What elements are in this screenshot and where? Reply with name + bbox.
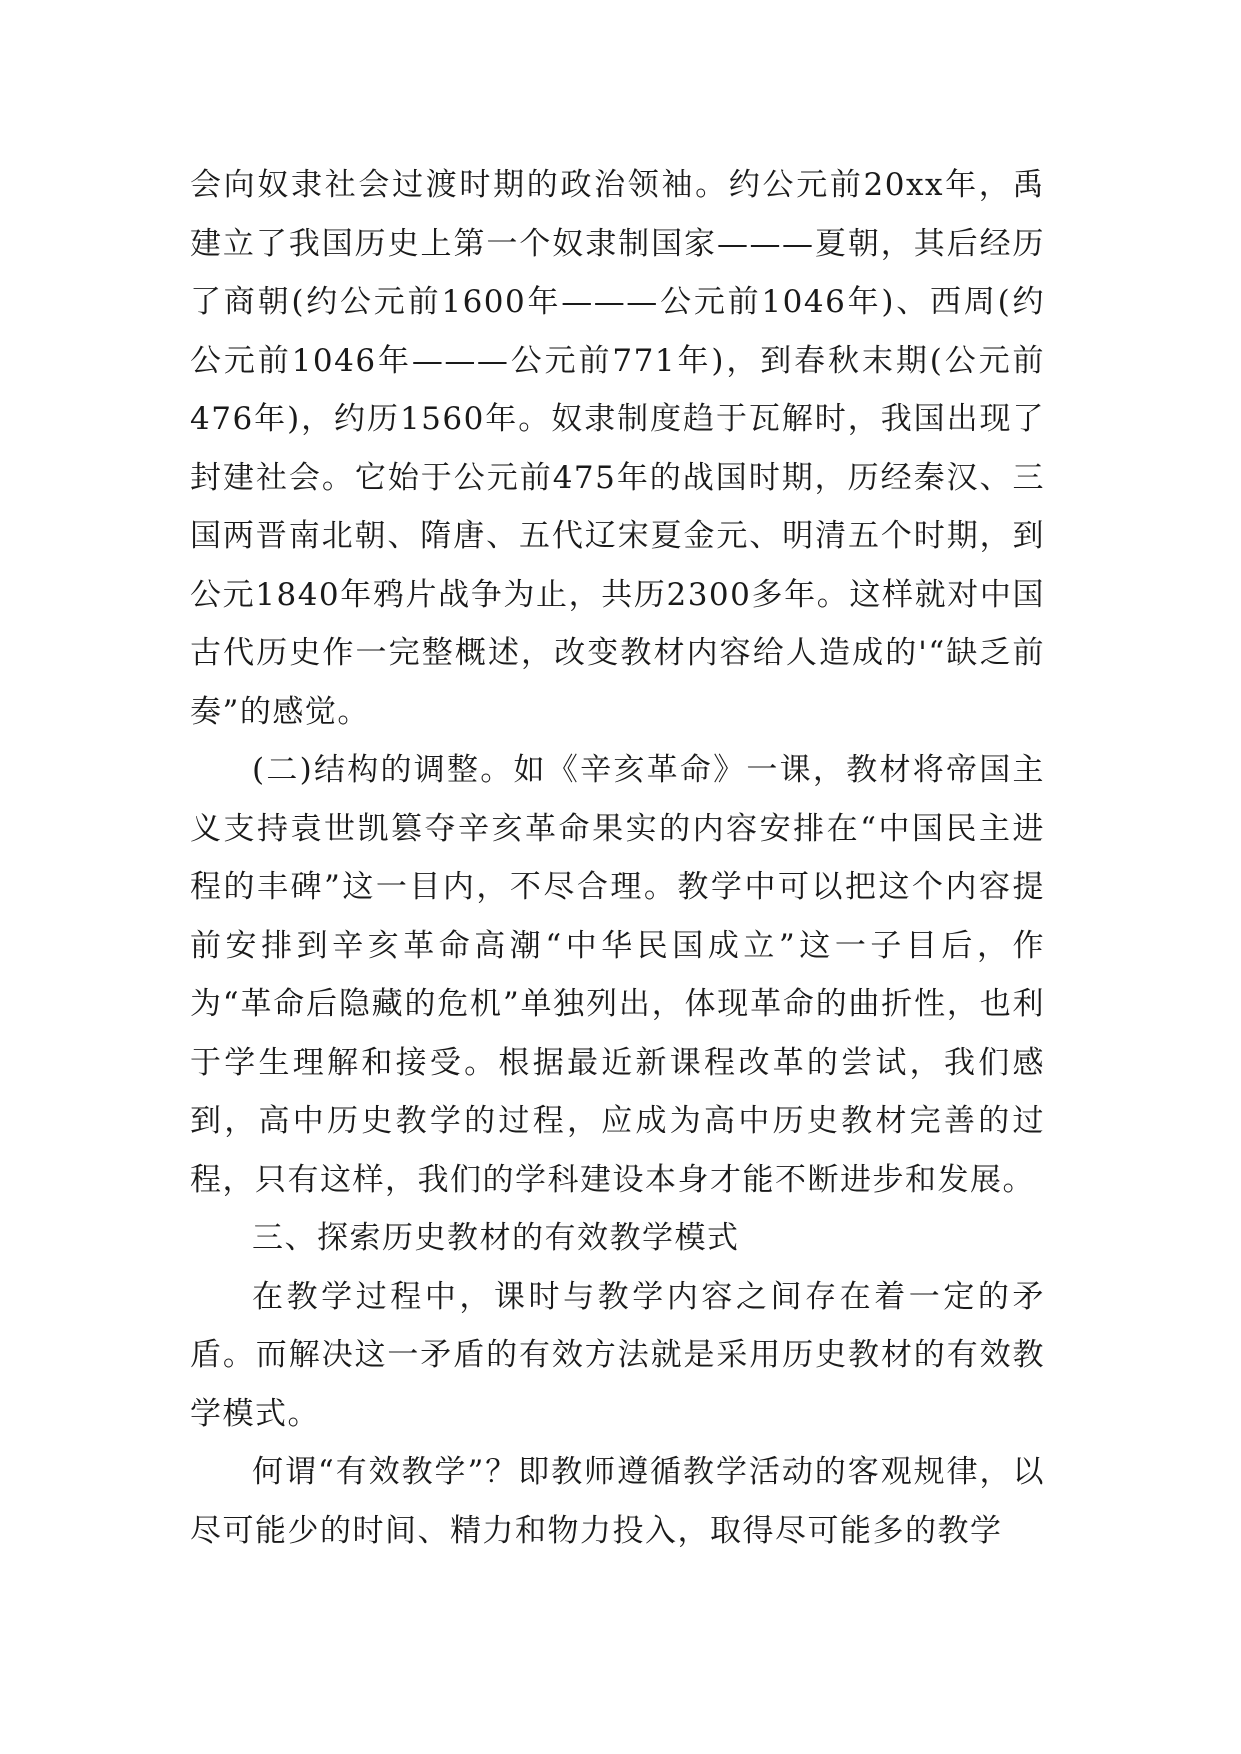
paragraph-history-overview: 会向奴隶社会过渡时期的政治领袖。约公元前20xx年，禹建立了我国历史上第一个奴隶制国家———夏朝，其后经历了商朝(约公元前1600年———公元前1046年)、西周(约公元前1046年———公元前771年)，到春秋末期(公元前476年)，约历1560年。奴隶制度趋于瓦解时，我国出现了封建社会。它始于公元前475年的战国时期，历经秦汉、三国两晋南北朝、隋唐、五代辽宋夏金元、明清五个时期，到公元1840年鸦片战争为止，共历2300多年。这样就对中国古代历史作一完整概述，改变教材内容给人造成的'“缺乏前奏”的感觉。 — [190, 167, 1045, 730]
section-heading-teaching-model: 三、探索历史教材的有效教学模式 — [252, 1220, 740, 1256]
paragraph-effective-teaching-definition: 何谓“有效教学”？即教师遵循教学活动的客观规律，以尽可能少的时间、精力和物力投入，取得尽可能多的教学 — [190, 1454, 1045, 1549]
paragraph-teaching-contradiction: 在教学过程中，课时与教学内容之间存在着一定的矛盾。而解决这一矛盾的有效方法就是采用历史教材的有效教学模式。 — [190, 1278, 1045, 1432]
document-body — [190, 156, 1045, 1560]
paragraph-structure-adjustment: (二)结构的调整。如《辛亥革命》一课，教材将帝国主义支持袁世凯篡夺辛亥革命果实的内容安排在“中国民主进程的丰碑”这一目内，不尽合理。教学中可以把这个内容提前安排到辛亥革命高潮“中华民国成立”这一子目后，作为“革命后隐藏的危机”单独列出，体现革命的曲折性，也利于学生理解和接受。根据最近新课程改革的尝试，我们感到，高中历史教学的过程，应成为高中历史教材完善的过程，只有这样，我们的学科建设本身才能不断进步和发展。 — [190, 752, 1045, 1198]
